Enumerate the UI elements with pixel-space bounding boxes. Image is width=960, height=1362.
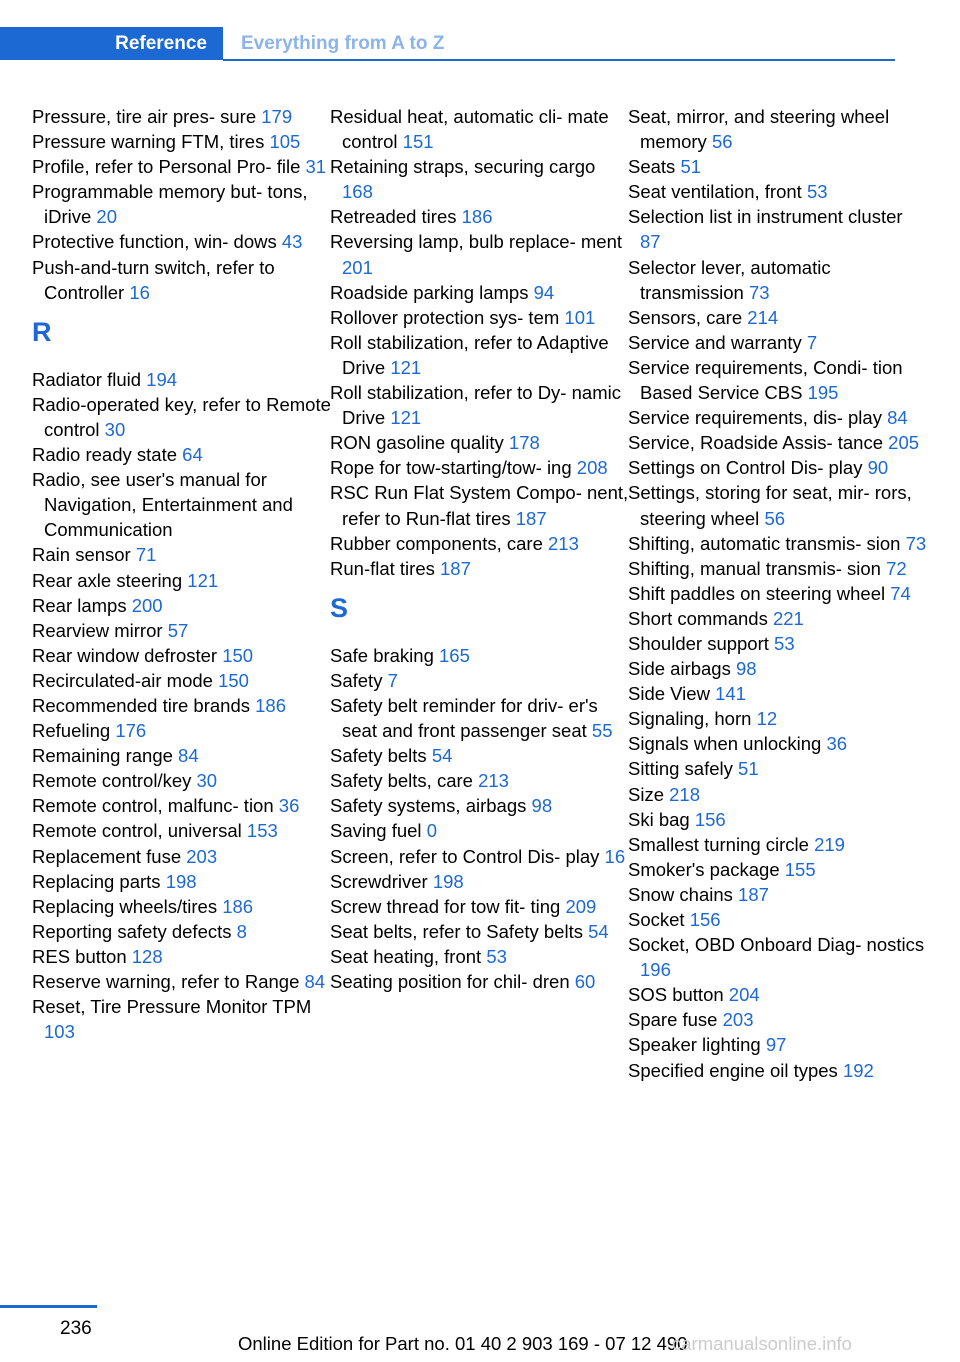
index-entry — [32, 818, 332, 843]
index-entry-text: Shoulder support — [628, 632, 769, 654]
index-entry-text: Shifting, manual transmis‐ sion — [628, 557, 881, 579]
index-entry-text: Seat heating, front — [330, 945, 482, 967]
index-page-link[interactable]: 74 — [890, 582, 911, 604]
index-entry-text: Profile, refer to Personal Pro‐ file — [32, 156, 301, 178]
index-entry-text: Signaling, horn — [628, 708, 752, 730]
index-entry — [330, 229, 630, 279]
index-entry-text: Radio ready state — [32, 444, 178, 466]
index-entry — [32, 179, 332, 229]
index-page-link[interactable]: 90 — [867, 457, 889, 479]
index-entry-text: Protective function, win‐ dows — [32, 231, 277, 253]
index-entry — [32, 367, 332, 392]
index-entry-text: Replacing parts — [32, 870, 161, 892]
index-page-link[interactable]: 20 — [96, 206, 117, 228]
index-page-link[interactable]: 12 — [756, 708, 778, 730]
index-page-link[interactable]: 178 — [508, 432, 540, 454]
index-page-link[interactable]: 8 — [236, 920, 247, 942]
index-page-link[interactable]: 103 — [44, 1021, 75, 1043]
index-entry — [330, 104, 630, 154]
index-page-link[interactable]: 221 — [772, 607, 804, 629]
index-page-link[interactable]: 56 — [711, 131, 733, 153]
index-page-link[interactable]: 36 — [826, 733, 848, 755]
index-entry-text: Screwdriver — [330, 870, 428, 892]
index-page-link[interactable]: 187 — [440, 557, 471, 579]
index-entry — [628, 907, 928, 932]
index-entry — [32, 944, 332, 969]
index-column-1 — [32, 104, 332, 1044]
index-entry-text: Remaining range — [32, 745, 173, 767]
index-entry-text: Rain sensor — [32, 544, 131, 566]
index-page-link[interactable]: 141 — [715, 683, 746, 705]
index-entry-text: Smoker's package — [628, 858, 780, 880]
index-entry — [330, 944, 630, 969]
index-entry — [330, 668, 630, 693]
index-entry-text: Push-and-turn switch, refer to Controller — [32, 256, 275, 303]
index-entry-text: Spare fuse — [628, 1009, 718, 1031]
index-entry-text: Safety — [330, 669, 383, 691]
index-page-link[interactable]: 84 — [178, 745, 199, 767]
index-entry — [32, 392, 332, 442]
index-page-link[interactable]: 56 — [764, 507, 786, 529]
index-entry — [628, 656, 928, 681]
index-page-link[interactable]: 214 — [747, 306, 779, 328]
index-entry — [330, 743, 630, 768]
index-page-link[interactable]: 187 — [738, 883, 769, 905]
index-entry — [330, 793, 630, 818]
index-entry — [32, 542, 332, 567]
index-page-link[interactable]: 84 — [304, 971, 326, 992]
index-page-link[interactable]: 168 — [342, 181, 373, 203]
index-page-link[interactable]: 151 — [402, 131, 434, 153]
index-entry — [32, 668, 332, 693]
index-entry-text: Service, Roadside Assis‐ tance — [628, 432, 884, 454]
index-entry — [628, 1007, 928, 1032]
page-number: 236 — [60, 1318, 92, 1339]
index-entry-text: Safe braking — [330, 644, 434, 666]
index-entry — [32, 255, 332, 305]
footer-rule — [0, 1305, 97, 1308]
index-entry-text: Pressure, tire air pres‐ sure — [32, 106, 257, 127]
index-entry-text: Service requirements, dis‐ play — [628, 407, 882, 429]
index-entry-text: Rear window defroster — [32, 644, 218, 666]
index-entry-text: Service requirements, Condi‐ tion Based Service CBS — [628, 356, 903, 404]
index-entry-text: Remote control/key — [32, 770, 192, 792]
index-page-link[interactable]: 155 — [784, 858, 816, 880]
index-page-link[interactable]: 150 — [222, 644, 254, 666]
index-entry — [32, 129, 332, 154]
index-entry-text: Specified engine oil types — [628, 1059, 838, 1081]
index-column-3 — [628, 104, 928, 1083]
index-entry-text: Service and warranty — [628, 331, 802, 353]
index-entry-text: Retaining straps, securing cargo — [330, 156, 596, 178]
index-entry — [330, 818, 630, 843]
index-entry-text: Shifting, automatic transmis‐ sion — [628, 532, 901, 554]
index-entry-text: Sensors, care — [628, 306, 743, 328]
index-page-link[interactable]: 30 — [104, 418, 126, 440]
index-entry-text: Safety systems, airbags — [330, 795, 527, 817]
index-entry — [330, 154, 630, 204]
index-entry-text: RON gasoline quality — [330, 432, 504, 454]
index-entry — [330, 430, 630, 455]
index-entry — [330, 556, 630, 581]
index-page-link[interactable]: 121 — [390, 407, 422, 429]
index-entry-text: Side airbags — [628, 658, 731, 680]
index-entry-text: Remote control, universal — [32, 820, 242, 842]
index-entry — [628, 581, 928, 606]
index-entry-text: Safety belt reminder for driv‐ er's seat and front passenger seat — [330, 694, 598, 742]
index-page-link[interactable]: 186 — [222, 895, 254, 917]
index-entry — [32, 693, 332, 718]
index-entry-text: RES button — [32, 945, 127, 967]
index-entry-text: Speaker lighting — [628, 1034, 761, 1056]
index-entry — [32, 743, 332, 768]
index-page-link[interactable]: 7 — [806, 331, 818, 353]
index-page-link[interactable]: 192 — [842, 1059, 874, 1081]
index-entry-text: Seat belts, refer to Safety belts — [330, 920, 583, 942]
index-entry-text: Reset, Tire Pressure Monitor TPM — [32, 996, 312, 1018]
index-page-link[interactable]: 121 — [390, 356, 422, 378]
index-entry — [628, 807, 928, 832]
index-entry — [32, 894, 332, 919]
index-page-link[interactable]: 121 — [187, 569, 219, 591]
index-entry-text: Sitting safely — [628, 758, 733, 780]
index-page-link[interactable]: 0 — [426, 820, 437, 842]
index-entry-text: Signals when unlocking — [628, 733, 822, 755]
index-page-link[interactable]: 72 — [886, 557, 907, 579]
index-entry — [330, 643, 630, 668]
index-entry-text: Radio-operated key, refer to Remote control — [32, 393, 331, 440]
index-entry — [628, 606, 928, 631]
index-entry-text: Reporting safety defects — [32, 920, 232, 942]
index-entry — [330, 455, 630, 480]
index-entry — [330, 894, 630, 919]
index-entry — [628, 480, 928, 530]
index-entry-text: Rubber components, care — [330, 532, 543, 554]
index-page-link[interactable]: 31 — [305, 156, 327, 178]
index-entry — [330, 844, 630, 869]
index-entry — [330, 280, 630, 305]
index-entry — [330, 480, 630, 530]
index-page-link[interactable]: 73 — [748, 281, 770, 303]
index-entry-text: Settings on Control Dis‐ play — [628, 457, 863, 479]
index-entry-text: Seat ventilation, front — [628, 181, 802, 203]
index-entry — [32, 467, 332, 542]
index-page-link[interactable]: 187 — [515, 507, 547, 529]
index-page-link[interactable]: 94 — [533, 281, 555, 303]
index-entry — [628, 706, 928, 731]
index-page-link[interactable]: 97 — [765, 1034, 787, 1056]
index-entry — [628, 455, 928, 480]
index-page-link[interactable]: 60 — [574, 971, 596, 992]
index-entry-text: Reversing lamp, bulb replace‐ ment — [330, 231, 623, 253]
index-entry — [330, 768, 630, 793]
index-page-link[interactable]: 203 — [722, 1009, 754, 1031]
index-entry — [628, 782, 928, 807]
index-page-link[interactable]: 54 — [431, 745, 453, 767]
index-entry — [330, 204, 630, 229]
index-entry — [628, 882, 928, 907]
index-column-2 — [330, 104, 630, 994]
index-entry-text: Safety belts — [330, 745, 427, 767]
index-page-link[interactable]: 57 — [167, 619, 189, 641]
index-page-link[interactable]: 53 — [486, 945, 507, 967]
index-page-link[interactable]: 218 — [669, 783, 701, 805]
page-header — [0, 27, 895, 62]
index-entry-text: Size — [628, 783, 664, 805]
index-entry — [628, 756, 928, 781]
index-page-link[interactable]: 51 — [738, 758, 759, 780]
index-entry-text: Recirculated-air mode — [32, 669, 213, 691]
index-entry-text: Replacing wheels/tires — [32, 895, 218, 917]
index-entry — [32, 154, 332, 179]
index-page-link[interactable]: 156 — [689, 909, 721, 930]
index-page-link[interactable]: 30 — [196, 770, 218, 792]
index-page-link[interactable]: 204 — [728, 984, 760, 1006]
index-page-link[interactable]: 186 — [461, 206, 493, 228]
index-entry — [628, 305, 928, 330]
index-entry-text: Pressure warning FTM, tires — [32, 131, 265, 153]
index-entry — [628, 531, 928, 556]
index-entry-text: Socket, OBD Onboard Diag‐ nostics — [628, 934, 925, 956]
index-entry — [628, 832, 928, 857]
index-entry — [330, 330, 630, 380]
index-page-link[interactable]: 179 — [261, 106, 293, 127]
index-page-link[interactable]: 53 — [806, 181, 828, 203]
index-page-link[interactable]: 156 — [694, 808, 726, 830]
index-entry — [628, 631, 928, 656]
index-entry-text: Snow chains — [628, 883, 733, 905]
index-entry — [330, 919, 630, 944]
index-page-link[interactable]: 195 — [807, 382, 839, 404]
index-entry — [32, 844, 332, 869]
index-page-link[interactable]: 198 — [165, 870, 197, 892]
index-entry-text: Short commands — [628, 607, 768, 629]
index-page-link[interactable]: 208 — [576, 457, 608, 479]
index-page-link[interactable]: 51 — [680, 156, 702, 178]
index-entry-text: Rollover protection sys‐ tem — [330, 306, 560, 328]
index-entry — [628, 681, 928, 706]
index-page-link[interactable]: 87 — [640, 231, 661, 253]
index-entry — [32, 919, 332, 944]
index-page-link[interactable]: 198 — [432, 870, 464, 892]
index-entry-text: Safety belts, care — [330, 770, 473, 792]
index-page-link[interactable]: 213 — [548, 532, 579, 554]
index-entry-text: Seats — [628, 156, 676, 178]
index-entry-text: RSC Run Flat System Compo‐ nent, refer to Run-flat tires — [330, 482, 629, 529]
index-entry-text: Remote control, malfunc‐ tion — [32, 795, 274, 817]
index-entry — [628, 857, 928, 882]
index-page-link[interactable]: 205 — [888, 432, 920, 454]
index-entry — [32, 593, 332, 618]
index-page-link[interactable]: 98 — [531, 795, 553, 817]
index-entry-text: Selection list in instrument cluster — [628, 206, 903, 228]
index-page-link[interactable]: 7 — [387, 669, 398, 691]
index-entry-text: Roadside parking lamps — [330, 281, 529, 303]
index-page-link[interactable]: 16 — [604, 845, 626, 867]
index-page-link[interactable]: 150 — [218, 669, 249, 691]
index-page-link[interactable]: 64 — [182, 444, 203, 466]
index-letter-heading: R — [32, 316, 52, 347]
index-entry-text: Recommended tire brands — [32, 694, 250, 716]
index-entry — [330, 693, 630, 743]
index-entry-text: Side View — [628, 683, 710, 705]
index-page-link[interactable]: 219 — [814, 833, 845, 855]
index-page-link[interactable]: 200 — [131, 594, 163, 616]
index-entry-text: Radiator fluid — [32, 368, 142, 390]
index-entry — [628, 430, 928, 455]
index-page-link[interactable]: 101 — [564, 306, 596, 328]
index-page-link[interactable]: 213 — [478, 770, 509, 792]
index-entry-text: Residual heat, automatic cli‐ mate control — [330, 106, 609, 153]
index-entry — [32, 718, 332, 743]
index-entry — [628, 1032, 928, 1057]
index-page-link[interactable]: 186 — [255, 694, 287, 716]
index-entry-text: Replacement fuse — [32, 845, 182, 867]
index-page-link[interactable]: 196 — [640, 959, 671, 981]
index-entry-text: Seat, mirror, and steering wheel memory — [628, 106, 890, 153]
index-entry-text: SOS button — [628, 984, 724, 1006]
index-entry — [628, 405, 928, 430]
index-entry-text: Radio, see user's manual for Navigation, Entertainment and Communication — [32, 469, 293, 541]
index-letter-heading: S — [330, 592, 349, 623]
header-rule — [223, 59, 895, 61]
section-tab[interactable]: Reference — [0, 27, 223, 60]
index-entry-text: Run-flat tires — [330, 557, 435, 579]
index-entry — [628, 1058, 928, 1083]
index-page-link[interactable]: 36 — [278, 795, 300, 817]
index-entry — [32, 768, 332, 793]
edition-note: Online Edition for Part no. 01 40 2 903 169 - 07 12 490 — [238, 1333, 688, 1354]
index-entry-text: Settings, storing for seat, mir‐ rors, steering wheel — [628, 482, 912, 529]
index-entry — [628, 330, 928, 355]
index-entry — [32, 969, 332, 994]
index-page-link[interactable]: 73 — [905, 532, 927, 554]
index-page-link[interactable]: 53 — [774, 632, 795, 654]
index-page-link[interactable]: 71 — [135, 544, 157, 566]
index-entry — [330, 380, 630, 430]
index-entry-text: Socket — [628, 909, 685, 930]
index-entry-text: Ski bag — [628, 808, 690, 830]
index-page-link[interactable]: 16 — [129, 281, 150, 303]
index-entry — [628, 104, 928, 154]
index-entry-text: Rope for tow-starting/tow‐ ing — [330, 457, 572, 479]
index-entry — [628, 731, 928, 756]
index-entry — [32, 869, 332, 894]
index-entry-text: Smallest turning circle — [628, 833, 809, 855]
index-entry-text: Screen, refer to Control Dis‐ play — [330, 845, 600, 867]
index-entry-text: Shift paddles on steering wheel — [628, 582, 886, 604]
index-entry-text: Rearview mirror — [32, 619, 163, 641]
index-page-link[interactable]: 153 — [246, 820, 278, 842]
index-entry — [628, 255, 928, 305]
index-page-link[interactable]: 203 — [186, 845, 218, 867]
index-entry — [32, 793, 332, 818]
index-page-link[interactable]: 176 — [115, 720, 147, 742]
index-entry-text: Screw thread for tow fit‐ ting — [330, 895, 561, 917]
index-entry — [32, 643, 332, 668]
index-page-link[interactable]: 105 — [269, 131, 301, 153]
index-entry-text: Saving fuel — [330, 820, 427, 842]
index-entry-text: Selector lever, automatic transmission — [628, 256, 831, 303]
index-page-link[interactable]: 209 — [565, 895, 597, 917]
index-entry — [628, 982, 928, 1007]
index-entry — [330, 869, 630, 894]
index-page-link[interactable]: 43 — [281, 231, 303, 253]
index-entry — [32, 104, 332, 129]
index-entry-text: Seating position for chil‐ dren — [330, 971, 570, 992]
index-page-link[interactable]: 165 — [439, 644, 470, 666]
index-entry — [32, 994, 332, 1044]
index-page-link[interactable]: 84 — [887, 407, 908, 429]
index-entry — [32, 229, 332, 254]
index-entry — [628, 932, 928, 982]
index-entry — [330, 531, 630, 556]
index-entry — [330, 969, 630, 994]
chapter-tab[interactable]: Everything from A to Z — [241, 32, 445, 54]
watermark: carmanualsonline.info — [672, 1333, 852, 1354]
index-entry-text: Refueling — [32, 720, 111, 742]
index-entry — [32, 442, 332, 467]
index-entry-text: Roll stabilization, refer to Adaptive Drive — [330, 331, 609, 378]
index-entry — [32, 568, 332, 593]
index-entry — [628, 179, 928, 204]
index-entry-text: Retreaded tires — [330, 206, 457, 228]
index-entry — [628, 355, 928, 405]
index-page-link[interactable]: 201 — [342, 256, 373, 278]
index-page-link[interactable]: 194 — [146, 368, 178, 390]
index-entry-text: Roll stabilization, refer to Dy‐ namic Drive — [330, 382, 621, 429]
index-entry-text: Programmable memory but‐ tons, iDrive — [32, 181, 308, 228]
index-entry — [628, 154, 928, 179]
index-entry-text: Rear lamps — [32, 594, 127, 616]
index-page-link[interactable]: 128 — [131, 945, 163, 967]
index-page-link[interactable]: 54 — [588, 920, 609, 942]
index-entry — [628, 204, 928, 254]
index-entry-text: Reserve warning, refer to Range — [32, 971, 300, 992]
index-page-link[interactable]: 98 — [735, 658, 757, 680]
index-entry — [32, 618, 332, 643]
index-entry — [628, 556, 928, 581]
index-entry-text: Rear axle steering — [32, 569, 183, 591]
index-page-link[interactable]: 55 — [591, 720, 613, 742]
index-entry — [330, 305, 630, 330]
